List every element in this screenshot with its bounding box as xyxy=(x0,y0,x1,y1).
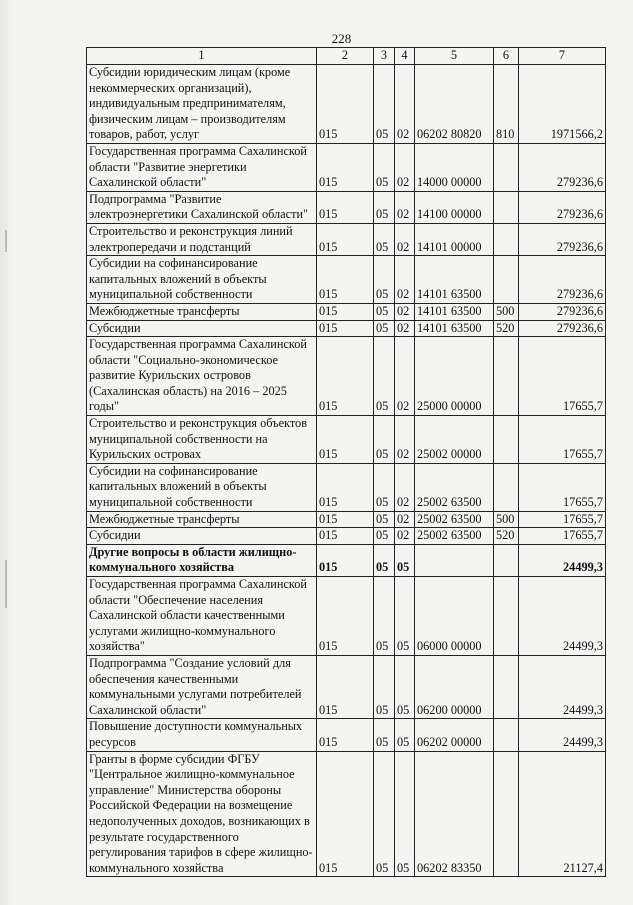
target-article-code: 14101 00000 xyxy=(415,223,494,255)
ministry-code: 015 xyxy=(317,751,374,877)
subsection-code: 02 xyxy=(395,337,415,416)
item-name: Государственная программа Сахалинской области "Социально-экономическое развитие Курильских островов (Сахалинская область) на 2016 – 2025 годы" xyxy=(87,337,317,416)
item-name: Повышение доступности коммунальных ресурсов xyxy=(87,719,317,751)
expense-type-code: 810 xyxy=(494,65,519,144)
scan-edge xyxy=(0,0,14,905)
table-row xyxy=(87,337,606,416)
amount: 17655,7 xyxy=(519,511,606,528)
table-row xyxy=(87,143,606,191)
item-name: Субсидии на софинансирование капитальных вложений в объекты муниципальной собственности xyxy=(87,256,317,304)
item-name: Гранты в форме субсидии ФГБУ "Центральное жилищно-коммунальное управление" Министерства обороны Российской Федерации на возмещение недополученных доходов, возникающих в результате государственного регулирования тарифов в сфере жилищно-коммунального хозяйства xyxy=(87,751,317,877)
section-code: 05 xyxy=(374,511,395,528)
item-name: Государственная программа Сахалинской области "Развитие энергетики Сахалинской области" xyxy=(87,143,317,191)
item-name: Строительство и реконструкция линий электропередачи и подстанций xyxy=(87,223,317,255)
column-header: 4 xyxy=(395,48,415,65)
subsection-code: 05 xyxy=(395,719,415,751)
target-article-code: 14101 63500 xyxy=(415,256,494,304)
subsection-code: 02 xyxy=(395,191,415,223)
table-row xyxy=(87,511,606,528)
item-name: Субсидии xyxy=(87,320,317,337)
amount: 17655,7 xyxy=(519,463,606,511)
amount: 24499,3 xyxy=(519,577,606,656)
amount: 279236,6 xyxy=(519,320,606,337)
amount: 279236,6 xyxy=(519,303,606,320)
expense-type-code xyxy=(494,143,519,191)
amount: 24499,3 xyxy=(519,544,606,576)
amount: 279236,6 xyxy=(519,191,606,223)
table-row xyxy=(87,303,606,320)
section-code: 05 xyxy=(374,544,395,576)
expense-type-code: 500 xyxy=(494,303,519,320)
item-name: Государственная программа Сахалинской области "Обеспечение населения Сахалинской области качественными услугами жилищно-коммунального хозяйства" xyxy=(87,577,317,656)
scan-mark xyxy=(5,560,7,608)
ministry-code: 015 xyxy=(317,544,374,576)
ministry-code: 015 xyxy=(317,337,374,416)
expense-type-code xyxy=(494,751,519,877)
amount: 21127,4 xyxy=(519,751,606,877)
table-row xyxy=(87,577,606,656)
subsection-code: 02 xyxy=(395,143,415,191)
expense-type-code: 500 xyxy=(494,511,519,528)
expense-type-code: 520 xyxy=(494,528,519,545)
target-article-code: 06000 00000 xyxy=(415,577,494,656)
target-article-code: 25002 63500 xyxy=(415,463,494,511)
page-number: 228 xyxy=(331,31,352,46)
target-article-code: 25002 63500 xyxy=(415,511,494,528)
section-code: 05 xyxy=(374,577,395,656)
amount: 24499,3 xyxy=(519,719,606,751)
table-row xyxy=(87,223,606,255)
table-row xyxy=(87,719,606,751)
section-code: 05 xyxy=(374,719,395,751)
section-code: 05 xyxy=(374,223,395,255)
ministry-code: 015 xyxy=(317,191,374,223)
scan-mark xyxy=(5,230,7,252)
section-code: 05 xyxy=(374,256,395,304)
expense-type-code xyxy=(494,655,519,718)
subsection-code: 02 xyxy=(395,320,415,337)
target-article-code: 14000 00000 xyxy=(415,143,494,191)
expense-type-code xyxy=(494,719,519,751)
section-code: 05 xyxy=(374,751,395,877)
expense-type-code xyxy=(494,191,519,223)
target-article-code: 25002 00000 xyxy=(415,416,494,464)
column-header: 1 xyxy=(87,48,317,65)
ministry-code: 015 xyxy=(317,719,374,751)
ministry-code: 015 xyxy=(317,303,374,320)
ministry-code: 015 xyxy=(317,655,374,718)
expense-type-code xyxy=(494,256,519,304)
ministry-code: 015 xyxy=(317,143,374,191)
expense-type-code xyxy=(494,416,519,464)
subsection-code: 02 xyxy=(395,416,415,464)
target-article-code: 06200 00000 xyxy=(415,655,494,718)
expense-type-code xyxy=(494,577,519,656)
header-row xyxy=(87,48,606,65)
budget-table xyxy=(86,47,606,877)
item-name: Строительство и реконструкция объектов муниципальной собственности на Курильских островах xyxy=(87,416,317,464)
section-code: 05 xyxy=(374,143,395,191)
ministry-code: 015 xyxy=(317,511,374,528)
section-code: 05 xyxy=(374,191,395,223)
amount: 1971566,2 xyxy=(519,65,606,144)
column-header: 3 xyxy=(374,48,395,65)
item-name: Подпрограмма "Создание условий для обеспечения качественными коммунальными услугами потребителей Сахалинской области" xyxy=(87,655,317,718)
subsection-code: 05 xyxy=(395,751,415,877)
section-code: 05 xyxy=(374,337,395,416)
table-row xyxy=(87,751,606,877)
column-header: 6 xyxy=(494,48,519,65)
ministry-code: 015 xyxy=(317,416,374,464)
target-article-code: 06202 80820 xyxy=(415,65,494,144)
section-code: 05 xyxy=(374,463,395,511)
target-article-code: 06202 83350 xyxy=(415,751,494,877)
section-code: 05 xyxy=(374,528,395,545)
section-code: 05 xyxy=(374,303,395,320)
subsection-code: 02 xyxy=(395,463,415,511)
subsection-code: 02 xyxy=(395,65,415,144)
ministry-code: 015 xyxy=(317,223,374,255)
item-name: Субсидии на софинансирование капитальных вложений в объекты муниципальной собственности xyxy=(87,463,317,511)
section-code: 05 xyxy=(374,416,395,464)
target-article-code: 14101 63500 xyxy=(415,320,494,337)
table-row xyxy=(87,544,606,576)
table-row xyxy=(87,528,606,545)
target-article-code: 14100 00000 xyxy=(415,191,494,223)
ministry-code: 015 xyxy=(317,65,374,144)
table-row xyxy=(87,416,606,464)
item-name: Межбюджетные трансферты xyxy=(87,303,317,320)
target-article-code: 06202 00000 xyxy=(415,719,494,751)
subsection-code: 05 xyxy=(395,544,415,576)
expense-type-code xyxy=(494,544,519,576)
target-article-code: 25002 63500 xyxy=(415,528,494,545)
target-article-code: 14101 63500 xyxy=(415,303,494,320)
expense-type-code xyxy=(494,463,519,511)
amount: 24499,3 xyxy=(519,655,606,718)
ministry-code: 015 xyxy=(317,463,374,511)
amount: 279236,6 xyxy=(519,256,606,304)
expense-type-code: 520 xyxy=(494,320,519,337)
ministry-code: 015 xyxy=(317,320,374,337)
expense-type-code xyxy=(494,337,519,416)
subsection-code: 02 xyxy=(395,303,415,320)
subsection-code: 02 xyxy=(395,256,415,304)
amount: 279236,6 xyxy=(519,143,606,191)
table-row xyxy=(87,256,606,304)
target-article-code: 25000 00000 xyxy=(415,337,494,416)
column-header: 2 xyxy=(317,48,374,65)
column-header: 7 xyxy=(519,48,606,65)
target-article-code xyxy=(415,544,494,576)
section-code: 05 xyxy=(374,655,395,718)
subsection-code: 02 xyxy=(395,528,415,545)
subsection-code: 02 xyxy=(395,223,415,255)
section-code: 05 xyxy=(374,320,395,337)
column-header: 5 xyxy=(415,48,494,65)
table-row xyxy=(87,463,606,511)
section-code: 05 xyxy=(374,65,395,144)
table-row xyxy=(87,320,606,337)
amount: 17655,7 xyxy=(519,528,606,545)
expense-type-code xyxy=(494,223,519,255)
item-name: Другие вопросы в области жилищно-коммунального хозяйства xyxy=(87,544,317,576)
item-name: Субсидии xyxy=(87,528,317,545)
item-name: Подпрограмма "Развитие электроэнергетики Сахалинской области" xyxy=(87,191,317,223)
subsection-code: 02 xyxy=(395,511,415,528)
subsection-code: 05 xyxy=(395,577,415,656)
amount: 17655,7 xyxy=(519,337,606,416)
table-row xyxy=(87,65,606,144)
ministry-code: 015 xyxy=(317,256,374,304)
table-row xyxy=(87,655,606,718)
table-row xyxy=(87,191,606,223)
item-name: Субсидии юридическим лицам (кроме некоммерческих организаций), индивидуальным предпринимателям, физическим лицам – производителям товаров, работ, услуг xyxy=(87,65,317,144)
ministry-code: 015 xyxy=(317,577,374,656)
item-name: Межбюджетные трансферты xyxy=(87,511,317,528)
amount: 17655,7 xyxy=(519,416,606,464)
amount: 279236,6 xyxy=(519,223,606,255)
subsection-code: 05 xyxy=(395,655,415,718)
ministry-code: 015 xyxy=(317,528,374,545)
